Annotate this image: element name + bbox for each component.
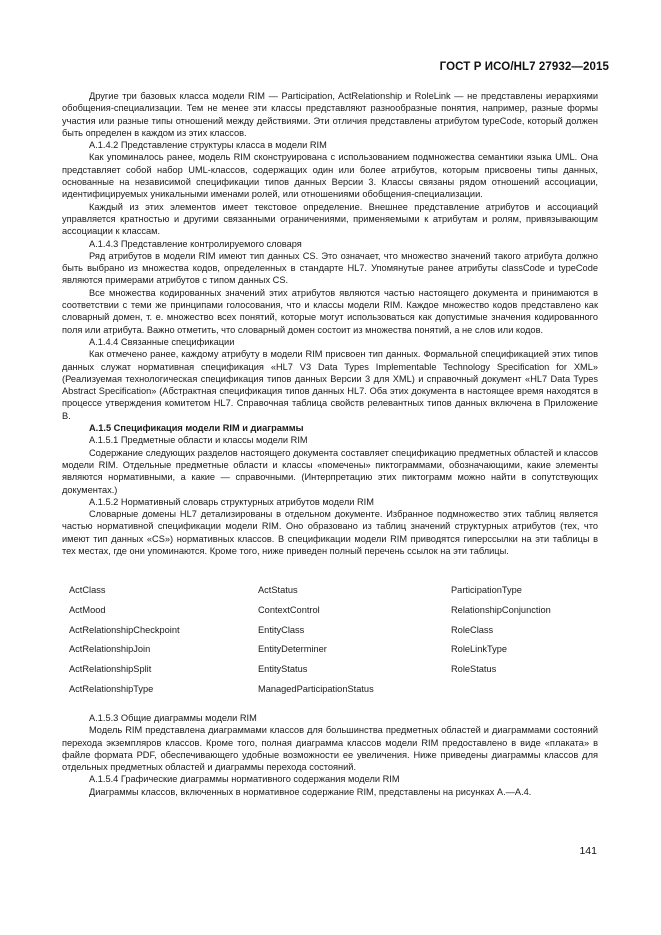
table-link-row bbox=[69, 625, 609, 645]
page-number: 141 bbox=[579, 845, 597, 857]
table-link-name: RoleStatus bbox=[451, 664, 497, 675]
body-paragraph: Ряд атрибутов в модели RIM имеют тип данных CS. Это означает, что множество значений такого атрибута должно быть выбрано из множества кодов, определенных в стандарте HL7. Упомянутые ранее атрибуты classCode и typeCode являются примерами атрибутов с типом данных CS. bbox=[62, 250, 598, 286]
table-link-row bbox=[69, 585, 609, 605]
section-heading: А.1.4.2 Представление структуры класса в модели RIM bbox=[89, 140, 327, 151]
table-link-name: ParticipationType bbox=[451, 585, 522, 595]
section-heading: А.1.5.3 Общие диаграммы модели RIM bbox=[89, 713, 257, 723]
body-paragraph: Как упоминалось ранее, модель RIM сконструирована с использованием подмножества семантики языка UML. Она представляет собой набор UML-классов, содержащих один или более атрибутов, которым присвоены типы данных, основанные на независимой спецификации типов данных Версии 3. Классы связаны рядом отношений ассоциации, идентифицируемых уникальными именами ролей, или отношениями обобщения-специализации. bbox=[62, 152, 598, 200]
body-paragraph: Диаграммы классов, включенных в нормативное содержание RIM, представлены на рисунках А.—А.4. bbox=[89, 786, 532, 797]
bottom-text-block bbox=[62, 712, 598, 798]
section-heading: А.1.4.3 Представление контролируемого словаря bbox=[89, 238, 302, 249]
section-heading: А.1.5.4 Графические диаграммы нормативного содержания модели RIM bbox=[89, 774, 400, 785]
table-link-name: RoleClass bbox=[451, 624, 494, 635]
table-link-name: ManagedParticipationStatus bbox=[258, 683, 374, 694]
table-link-row bbox=[69, 644, 609, 664]
body-paragraph: Содержание следующих разделов настоящего документа составляет спецификацию предметных областей и классов модели RIM. Отдельные предметные области и классы «помечены» пиктограммами, обозначающими, какие элементы являются нормативными, а какие — справочными. (Интерпретацию этих пиктограмм можно найти в сопутствующих документах.) bbox=[62, 447, 598, 495]
table-link-row bbox=[69, 664, 609, 684]
table-link-row bbox=[69, 684, 609, 704]
table-link-name bbox=[451, 684, 609, 704]
section-heading: А.1.5 Спецификация модели RIM и диаграммы bbox=[89, 423, 304, 434]
body-paragraph: Модель RIM представлена диаграммами классов для большинства предметных областей и диаграммами состояний перехода экземпляров классов. Кроме того, полная диаграмма классов модели RIM предоставлено в виде «плаката» в файле формата PDF, обеспечивающего удобные возможности ее увеличения. Ниже приведены диаграммы классов для отдельных предметных областей и диаграммы перехода состояний. bbox=[62, 725, 598, 773]
section-heading: А.1.5.2 Нормативный словарь структурных атрибутов модели RIM bbox=[89, 496, 374, 507]
document-code-header: ГОСТ Р ИСО/HL7 27932—2015 bbox=[439, 61, 609, 73]
table-link-name: ActRelationshipJoin bbox=[69, 644, 151, 655]
table-link-name: EntityStatus bbox=[258, 664, 308, 675]
table-link-name: ActStatus bbox=[258, 585, 298, 595]
table-link-name: EntityDeterminer bbox=[258, 644, 327, 655]
body-paragraph: Словарные домены HL7 детализированы в отдельном документе. Избранное подмножество этих таблиц является частью нормативной спецификации модели RIM. Оно образовано из таблиц значений структурных атрибутов (тех, что имеют тип данных «CS») нормативных классов. В спецификации модели RIM приводятся гиперссылки на эти таблицы в тех местах, где они упоминаются. Кроме того, ниже приведен полный перечень ссылок на эти таблицы. bbox=[62, 509, 598, 556]
main-text-block bbox=[62, 90, 598, 557]
table-link-row bbox=[69, 605, 609, 625]
body-paragraph: Каждый из этих элементов имеет текстовое определение. Внешнее представление атрибутов и ассоциаций управляется кратностью и другими связанными ограничениями, применяемыми к атрибутам и ролям, привязывающим ассоциации к классам. bbox=[62, 201, 598, 237]
table-link-name: EntityClass bbox=[258, 624, 305, 635]
body-paragraph: Как отмечено ранее, каждому атрибуту в модели RIM присвоен тип данных. Формальной спецификацией этих типов данных служат нормативная спецификация «HL7 V3 Data Types Implementable Technology Specification for XML» (Реализуемая технологическая спецификация типов данных Версии 3 для XML) и справочный документ «HL7 Data Types Abstract Specification» (Абстрактная спецификация типов данных HL7. Оба этих документа в настоящее время находятся в процессе утверждения комитетом HL7. Справочная таблица свойств релевантных типов данных включена в Приложение В. bbox=[62, 349, 598, 421]
table-link-name: ActMood bbox=[69, 604, 106, 615]
table-link-name: ActRelationshipSplit bbox=[69, 664, 152, 675]
body-paragraph: Другие три базовых класса модели RIM — Participation, ActRelationship и RoleLink — не представлены иерархиями обобщения-специализации. Тем не менее эти классы представляют разнообразные понятия, например, разные формы участия или разные типы отношений между действиями. Эти отличия представлены атрибутом typeCode, который должен быть определен в каждом из этих классов. bbox=[62, 91, 598, 138]
table-link-name: RelationshipConjunction bbox=[451, 604, 551, 615]
table-link-name: ContextControl bbox=[258, 604, 320, 615]
table-links-grid bbox=[69, 585, 609, 704]
section-heading: А.1.5.1 Предметные области и классы модели RIM bbox=[89, 435, 308, 446]
table-link-name: ActRelationshipCheckpoint bbox=[69, 624, 180, 635]
body-paragraph: Все множества кодированных значений этих атрибутов являются частью настоящего документа и принимаются в соответствии с теми же принципами голосования, что и классы модели RIM. Каждое множество кодов представлено как словарный домен, т. е. множество всех понятий, которые могут использоваться как допустимые значения кодированного поля или атрибута. Важно отметить, что словарный домен состоит из множества понятий, а не слов или кодов. bbox=[62, 287, 598, 335]
table-link-name: ActRelationshipType bbox=[69, 683, 154, 694]
table-link-name: RoleLinkType bbox=[451, 644, 508, 655]
section-heading: А.1.4.4 Связанные спецификации bbox=[89, 336, 235, 347]
table-link-name: ActClass bbox=[69, 585, 106, 595]
